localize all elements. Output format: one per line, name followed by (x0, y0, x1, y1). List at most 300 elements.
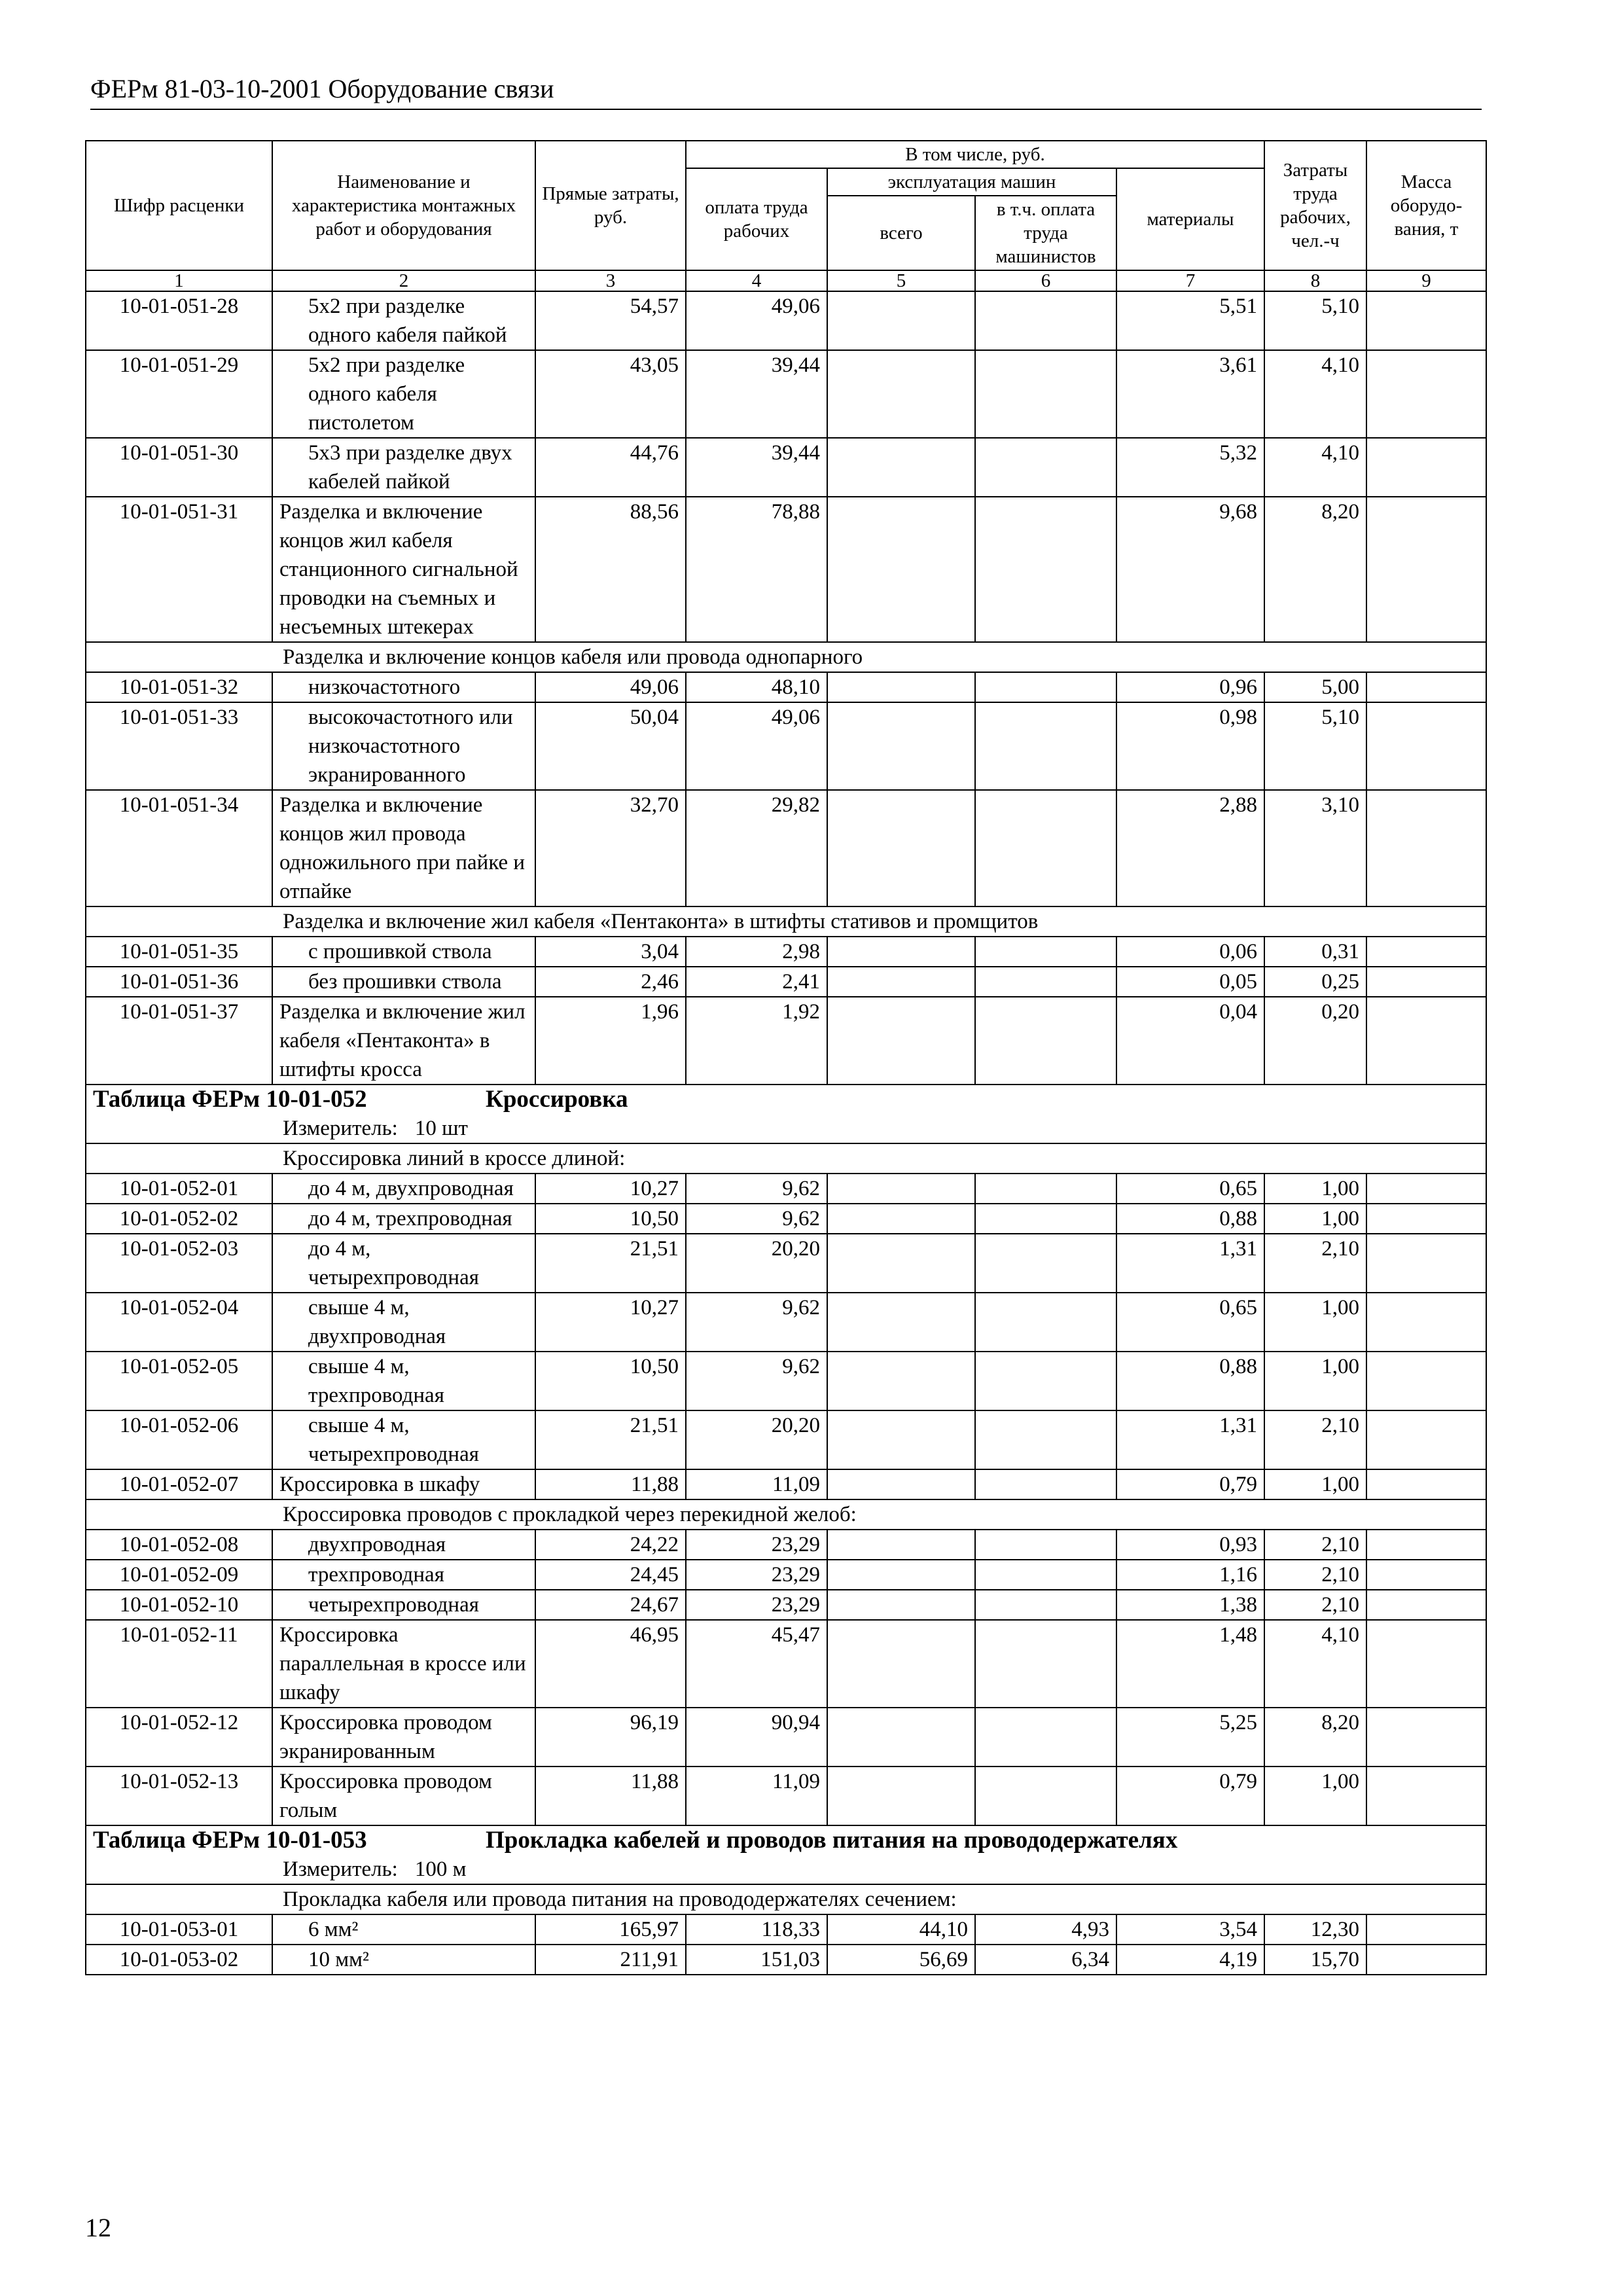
labor-pay-cell: 39,44 (686, 438, 827, 497)
materials-cell: 0,96 (1116, 672, 1264, 702)
group-heading-cell (86, 1884, 1486, 1914)
measurer (93, 1855, 1479, 1884)
materials-cell: 5,32 (1116, 438, 1264, 497)
code-cell: 10-01-052-03 (86, 1234, 272, 1293)
materials-cell: 0,88 (1116, 1352, 1264, 1410)
group-heading: Разделка и включение жил кабеля «Пентаконта» в штифты стативов и промщитов (283, 910, 1039, 933)
col-number: 7 (1116, 270, 1264, 291)
materials-cell: 1,31 (1116, 1234, 1264, 1293)
labor-pay-cell: 20,20 (686, 1234, 827, 1293)
code-cell: 10-01-051-29 (86, 350, 272, 438)
table-row (86, 1174, 1486, 1204)
labor-pay-cell: 118,33 (686, 1914, 827, 1945)
mass-cell (1366, 937, 1486, 967)
table-row (86, 790, 1486, 906)
name-cell: Кроссировка проводом голым (272, 1767, 535, 1825)
code-cell: 10-01-051-31 (86, 497, 272, 642)
labor-cost-cell: 2,10 (1264, 1410, 1366, 1469)
group-row (86, 1143, 1486, 1174)
col-number: 6 (975, 270, 1116, 291)
col-machines-header: эксплуатация машин (827, 168, 1116, 196)
name-cell: низкочастотного (272, 672, 535, 702)
table-row (86, 1204, 1486, 1234)
table-row (86, 937, 1486, 967)
machines-total-cell: 44,10 (827, 1914, 975, 1945)
machinists-pay-cell (975, 291, 1116, 350)
group-heading-cell (86, 1499, 1486, 1530)
labor-cost-cell: 1,00 (1264, 1293, 1366, 1352)
mass-cell (1366, 1204, 1486, 1234)
machinists-pay-cell (975, 1352, 1116, 1410)
col-materials-header: материалы (1116, 168, 1264, 270)
group-row (86, 1499, 1486, 1530)
code-cell: 10-01-052-08 (86, 1530, 272, 1560)
group-heading: Кроссировка проводов с прокладкой через перекидной желоб: (283, 1503, 857, 1526)
page-header: ФЕРм 81-03-10-2001 Оборудование связи (90, 73, 1482, 110)
code-cell: 10-01-053-02 (86, 1945, 272, 1975)
mass-cell (1366, 1352, 1486, 1410)
col-code-header: Шифр расценки (86, 141, 272, 270)
labor-cost-cell: 0,25 (1264, 967, 1366, 997)
direct-cost-cell: 1,96 (535, 997, 686, 1085)
mass-cell (1366, 672, 1486, 702)
mass-cell (1366, 1590, 1486, 1620)
mass-cell (1366, 1560, 1486, 1590)
machinists-pay-cell: 6,34 (975, 1945, 1116, 1975)
table-body (86, 291, 1486, 1975)
direct-cost-cell: 88,56 (535, 497, 686, 642)
table-row (86, 997, 1486, 1085)
col-direct-header: Прямые затраты, руб. (535, 141, 686, 270)
group-heading: Разделка и включение концов кабеля или провода однопарного (283, 645, 863, 669)
labor-pay-cell: 45,47 (686, 1620, 827, 1708)
labor-cost-cell: 1,00 (1264, 1767, 1366, 1825)
machinists-pay-cell (975, 1469, 1116, 1499)
materials-cell: 0,05 (1116, 967, 1264, 997)
direct-cost-cell: 43,05 (535, 350, 686, 438)
direct-cost-cell: 10,27 (535, 1174, 686, 1204)
materials-cell: 0,88 (1116, 1204, 1264, 1234)
col-number: 3 (535, 270, 686, 291)
labor-pay-cell: 9,62 (686, 1293, 827, 1352)
labor-pay-cell: 11,09 (686, 1767, 827, 1825)
code-cell: 10-01-052-11 (86, 1620, 272, 1708)
direct-cost-cell: 24,45 (535, 1560, 686, 1590)
labor-pay-cell: 9,62 (686, 1174, 827, 1204)
table-title-row (86, 1085, 1486, 1143)
table-title: Кроссировка (486, 1086, 628, 1113)
labor-pay-cell: 49,06 (686, 291, 827, 350)
direct-cost-cell: 46,95 (535, 1620, 686, 1708)
code-cell: 10-01-052-06 (86, 1410, 272, 1469)
group-heading-cell (86, 642, 1486, 672)
name-cell: без прошивки ствола (272, 967, 535, 997)
machines-total-cell (827, 1469, 975, 1499)
mass-cell (1366, 438, 1486, 497)
labor-pay-cell: 23,29 (686, 1590, 827, 1620)
col-number: 9 (1366, 270, 1486, 291)
direct-cost-cell: 54,57 (535, 291, 686, 350)
machinists-pay-cell (975, 1767, 1116, 1825)
mass-cell (1366, 967, 1486, 997)
mass-cell (1366, 1410, 1486, 1469)
name-cell: высокочастотного или низкочастотного экранированного (272, 702, 535, 790)
machinists-pay-cell (975, 1530, 1116, 1560)
machines-total-cell (827, 1590, 975, 1620)
materials-cell: 3,54 (1116, 1914, 1264, 1945)
machines-total-cell (827, 1174, 975, 1204)
direct-cost-cell: 44,76 (535, 438, 686, 497)
labor-cost-cell: 0,31 (1264, 937, 1366, 967)
name-cell: Кроссировка в шкафу (272, 1469, 535, 1499)
labor-cost-cell: 2,10 (1264, 1234, 1366, 1293)
machinists-pay-cell (975, 1708, 1116, 1767)
direct-cost-cell: 24,22 (535, 1530, 686, 1560)
labor-pay-cell: 49,06 (686, 702, 827, 790)
direct-cost-cell: 32,70 (535, 790, 686, 906)
labor-pay-cell: 1,92 (686, 997, 827, 1085)
table-row (86, 1234, 1486, 1293)
direct-cost-cell: 10,50 (535, 1352, 686, 1410)
table-row (86, 672, 1486, 702)
mass-cell (1366, 1620, 1486, 1708)
materials-cell: 2,88 (1116, 790, 1264, 906)
materials-cell: 1,38 (1116, 1590, 1264, 1620)
labor-cost-cell: 5,10 (1264, 291, 1366, 350)
name-cell: трехпроводная (272, 1560, 535, 1590)
table-label: Таблица ФЕРм 10-01-053 (93, 1827, 367, 1854)
labor-cost-cell: 4,10 (1264, 1620, 1366, 1708)
group-heading: Кроссировка линий в кроссе длиной: (283, 1147, 626, 1170)
code-cell: 10-01-052-02 (86, 1204, 272, 1234)
machines-total-cell (827, 497, 975, 642)
code-cell: 10-01-051-32 (86, 672, 272, 702)
machinists-pay-cell: 4,93 (975, 1914, 1116, 1945)
code-cell: 10-01-052-01 (86, 1174, 272, 1204)
name-cell: свыше 4 м, четырехпроводная (272, 1410, 535, 1469)
machines-total-cell (827, 1410, 975, 1469)
labor-cost-cell: 2,10 (1264, 1590, 1366, 1620)
labor-pay-cell: 78,88 (686, 497, 827, 642)
direct-cost-cell: 11,88 (535, 1469, 686, 1499)
code-cell: 10-01-052-04 (86, 1293, 272, 1352)
labor-cost-cell: 3,10 (1264, 790, 1366, 906)
machines-total-cell (827, 1204, 975, 1234)
code-cell: 10-01-052-12 (86, 1708, 272, 1767)
code-cell: 10-01-051-34 (86, 790, 272, 906)
mass-cell (1366, 1945, 1486, 1975)
col-labor-cost-header: Затраты труда рабочих, чел.-ч (1264, 141, 1366, 270)
machines-total-cell (827, 350, 975, 438)
materials-cell: 0,79 (1116, 1469, 1264, 1499)
labor-pay-cell: 20,20 (686, 1410, 827, 1469)
machines-total-cell (827, 937, 975, 967)
direct-cost-cell: 24,67 (535, 1590, 686, 1620)
machinists-pay-cell (975, 497, 1116, 642)
mass-cell (1366, 702, 1486, 790)
name-cell: 5х2 при разделке одного кабеля пистолетом (272, 350, 535, 438)
col-including-header: В том числе, руб. (686, 141, 1264, 168)
code-cell: 10-01-052-13 (86, 1767, 272, 1825)
table-row (86, 438, 1486, 497)
direct-cost-cell: 211,91 (535, 1945, 686, 1975)
code-cell: 10-01-051-35 (86, 937, 272, 967)
materials-cell: 0,04 (1116, 997, 1264, 1085)
col-name-header: Наименование и характеристика монтажных работ и оборудования (272, 141, 535, 270)
name-cell: свыше 4 м, трехпроводная (272, 1352, 535, 1410)
direct-cost-cell: 3,04 (535, 937, 686, 967)
materials-cell: 0,06 (1116, 937, 1264, 967)
labor-cost-cell: 8,20 (1264, 497, 1366, 642)
labor-cost-cell: 5,10 (1264, 702, 1366, 790)
col-number: 4 (686, 270, 827, 291)
code-cell: 10-01-052-07 (86, 1469, 272, 1499)
table-row (86, 1945, 1486, 1975)
direct-cost-cell: 96,19 (535, 1708, 686, 1767)
name-cell: двухпроводная (272, 1530, 535, 1560)
machinists-pay-cell (975, 1234, 1116, 1293)
table-title-row (86, 1825, 1486, 1884)
machinists-pay-cell (975, 937, 1116, 967)
table-header (86, 141, 1486, 291)
table-label: Таблица ФЕРм 10-01-052 (93, 1086, 367, 1113)
table-row (86, 1560, 1486, 1590)
machinists-pay-cell (975, 997, 1116, 1085)
table-row (86, 497, 1486, 642)
name-cell: 10 мм² (272, 1945, 535, 1975)
group-heading-cell (86, 906, 1486, 937)
materials-cell: 4,19 (1116, 1945, 1264, 1975)
col-number: 2 (272, 270, 535, 291)
name-cell: 6 мм² (272, 1914, 535, 1945)
materials-cell: 0,79 (1116, 1767, 1264, 1825)
group-row (86, 1884, 1486, 1914)
labor-cost-cell: 2,10 (1264, 1560, 1366, 1590)
measurer-value: 10 шт (414, 1117, 468, 1140)
mass-cell (1366, 790, 1486, 906)
code-cell: 10-01-053-01 (86, 1914, 272, 1945)
machines-total-cell (827, 1293, 975, 1352)
machinists-pay-cell (975, 1590, 1116, 1620)
group-heading-cell (86, 1143, 1486, 1174)
code-cell: 10-01-052-09 (86, 1560, 272, 1590)
code-cell: 10-01-052-05 (86, 1352, 272, 1410)
machinists-pay-cell (975, 1410, 1116, 1469)
labor-cost-cell: 12,30 (1264, 1914, 1366, 1945)
machinists-pay-cell (975, 438, 1116, 497)
code-cell: 10-01-051-37 (86, 997, 272, 1085)
labor-pay-cell: 39,44 (686, 350, 827, 438)
measurer-label: Измеритель: (283, 1117, 398, 1140)
machines-total-cell (827, 291, 975, 350)
machinists-pay-cell (975, 790, 1116, 906)
table-row (86, 350, 1486, 438)
mass-cell (1366, 1914, 1486, 1945)
machines-total-cell (827, 1560, 975, 1590)
col-labor-pay-header: оплата труда рабочих (686, 168, 827, 270)
table-row (86, 1530, 1486, 1560)
machinists-pay-cell (975, 967, 1116, 997)
machines-total-cell (827, 967, 975, 997)
materials-cell: 9,68 (1116, 497, 1264, 642)
column-numbers-row (86, 270, 1486, 291)
direct-cost-cell: 49,06 (535, 672, 686, 702)
table-row (86, 967, 1486, 997)
labor-pay-cell: 11,09 (686, 1469, 827, 1499)
name-cell: Кроссировка проводом экранированным (272, 1708, 535, 1767)
machinists-pay-cell (975, 1293, 1116, 1352)
materials-cell: 1,31 (1116, 1410, 1264, 1469)
table-row (86, 702, 1486, 790)
col-number: 8 (1264, 270, 1366, 291)
machinists-pay-cell (975, 1204, 1116, 1234)
direct-cost-cell: 50,04 (535, 702, 686, 790)
mass-cell (1366, 350, 1486, 438)
name-cell: до 4 м, трехпроводная (272, 1204, 535, 1234)
materials-cell: 0,65 (1116, 1174, 1264, 1204)
name-cell: до 4 м, четырехпроводная (272, 1234, 535, 1293)
table-row (86, 291, 1486, 350)
machines-total-cell (827, 672, 975, 702)
table-row (86, 1293, 1486, 1352)
col-machinists-pay-header: в т.ч. оплата труда машинистов (975, 196, 1116, 270)
labor-pay-cell: 9,62 (686, 1352, 827, 1410)
mass-cell (1366, 1708, 1486, 1767)
materials-cell: 5,25 (1116, 1708, 1264, 1767)
labor-pay-cell: 2,41 (686, 967, 827, 997)
labor-cost-cell: 8,20 (1264, 1708, 1366, 1767)
table-title-cell (86, 1825, 1486, 1884)
col-mass-header: Масса оборудо-вания, т (1366, 141, 1486, 270)
mass-cell (1366, 1293, 1486, 1352)
labor-pay-cell: 90,94 (686, 1708, 827, 1767)
labor-pay-cell: 151,03 (686, 1945, 827, 1975)
labor-cost-cell: 2,10 (1264, 1530, 1366, 1560)
labor-cost-cell: 1,00 (1264, 1352, 1366, 1410)
col-number: 1 (86, 270, 272, 291)
machines-total-cell (827, 1234, 975, 1293)
name-cell: 5х2 при разделке одного кабеля пайкой (272, 291, 535, 350)
table-row (86, 1620, 1486, 1708)
measurer (93, 1114, 1479, 1143)
mass-cell (1366, 497, 1486, 642)
machines-total-cell (827, 702, 975, 790)
table-row (86, 1410, 1486, 1469)
labor-cost-cell: 1,00 (1264, 1469, 1366, 1499)
labor-pay-cell: 48,10 (686, 672, 827, 702)
table-row (86, 1469, 1486, 1499)
direct-cost-cell: 165,97 (535, 1914, 686, 1945)
mass-cell (1366, 997, 1486, 1085)
code-cell: 10-01-052-10 (86, 1590, 272, 1620)
table-title-cell (86, 1085, 1486, 1143)
name-cell: свыше 4 м, двухпроводная (272, 1293, 535, 1352)
machinists-pay-cell (975, 350, 1116, 438)
labor-cost-cell: 4,10 (1264, 438, 1366, 497)
mass-cell (1366, 1469, 1486, 1499)
labor-cost-cell: 1,00 (1264, 1204, 1366, 1234)
machines-total-cell (827, 1767, 975, 1825)
code-cell: 10-01-051-36 (86, 967, 272, 997)
code-cell: 10-01-051-30 (86, 438, 272, 497)
table-row (86, 1708, 1486, 1767)
name-cell: Разделка и включение концов жил кабеля станционного сигнальной проводки на съемных и несъемных штекерах (272, 497, 535, 642)
name-cell: Кроссировка параллельная в кроссе или шкафу (272, 1620, 535, 1708)
direct-cost-cell: 2,46 (535, 967, 686, 997)
machinists-pay-cell (975, 1174, 1116, 1204)
machinists-pay-cell (975, 672, 1116, 702)
page-number: 12 (85, 2213, 111, 2242)
direct-cost-cell: 10,27 (535, 1293, 686, 1352)
table-row (86, 1767, 1486, 1825)
machines-total-cell (827, 1530, 975, 1560)
labor-cost-cell: 5,00 (1264, 672, 1366, 702)
machinists-pay-cell (975, 702, 1116, 790)
materials-cell: 3,61 (1116, 350, 1264, 438)
col-machines-total-header: всего (827, 196, 975, 270)
direct-cost-cell: 21,51 (535, 1410, 686, 1469)
labor-cost-cell: 4,10 (1264, 350, 1366, 438)
direct-cost-cell: 21,51 (535, 1234, 686, 1293)
group-heading: Прокладка кабеля или провода питания на провододержателях сечением: (283, 1888, 957, 1911)
labor-pay-cell: 2,98 (686, 937, 827, 967)
machines-total-cell (827, 1708, 975, 1767)
name-cell: с прошивкой ствола (272, 937, 535, 967)
machines-total-cell (827, 438, 975, 497)
table-title: Прокладка кабелей и проводов питания на провододержателях (486, 1827, 1178, 1854)
direct-cost-cell: 11,88 (535, 1767, 686, 1825)
code-cell: 10-01-051-28 (86, 291, 272, 350)
group-row (86, 642, 1486, 672)
materials-cell: 0,93 (1116, 1530, 1264, 1560)
machinists-pay-cell (975, 1620, 1116, 1708)
name-cell: Разделка и включение жил кабеля «Пентаконта» в штифты кросса (272, 997, 535, 1085)
table-row (86, 1914, 1486, 1945)
labor-cost-cell: 1,00 (1264, 1174, 1366, 1204)
mass-cell (1366, 291, 1486, 350)
machinists-pay-cell (975, 1560, 1116, 1590)
materials-cell: 0,98 (1116, 702, 1264, 790)
labor-pay-cell: 29,82 (686, 790, 827, 906)
measurer-value: 100 м (414, 1857, 467, 1881)
measurer-label: Измеритель: (283, 1857, 398, 1881)
labor-pay-cell: 23,29 (686, 1530, 827, 1560)
machines-total-cell (827, 790, 975, 906)
labor-cost-cell: 15,70 (1264, 1945, 1366, 1975)
code-cell: 10-01-051-33 (86, 702, 272, 790)
name-cell: Разделка и включение концов жил провода одножильного при пайке и отпайке (272, 790, 535, 906)
col-number: 5 (827, 270, 975, 291)
group-row (86, 906, 1486, 937)
labor-cost-cell: 0,20 (1264, 997, 1366, 1085)
norms-table (85, 140, 1487, 1975)
direct-cost-cell: 10,50 (535, 1204, 686, 1234)
mass-cell (1366, 1530, 1486, 1560)
mass-cell (1366, 1767, 1486, 1825)
labor-pay-cell: 9,62 (686, 1204, 827, 1234)
table-row (86, 1590, 1486, 1620)
machines-total-cell (827, 997, 975, 1085)
name-cell: 5х3 при разделке двух кабелей пайкой (272, 438, 535, 497)
materials-cell: 5,51 (1116, 291, 1264, 350)
mass-cell (1366, 1234, 1486, 1293)
name-cell: до 4 м, двухпроводная (272, 1174, 535, 1204)
materials-cell: 1,48 (1116, 1620, 1264, 1708)
materials-cell: 0,65 (1116, 1293, 1264, 1352)
mass-cell (1366, 1174, 1486, 1204)
labor-pay-cell: 23,29 (686, 1560, 827, 1590)
materials-cell: 1,16 (1116, 1560, 1264, 1590)
